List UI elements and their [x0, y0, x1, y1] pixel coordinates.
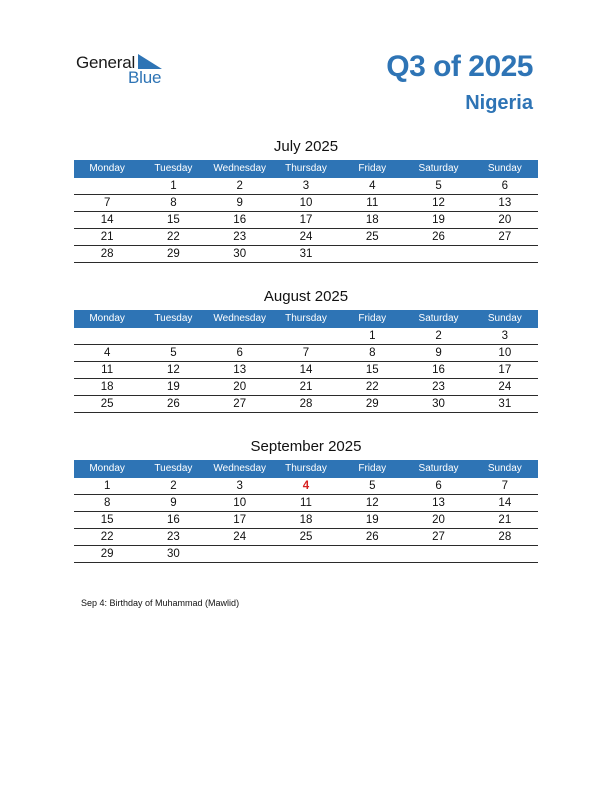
weekday-label: Friday	[358, 313, 387, 324]
weekday-label: Wednesday	[213, 163, 267, 174]
day-cell: 9	[435, 347, 442, 359]
day-cell: 15	[167, 214, 180, 226]
day-cell: 10	[299, 197, 313, 209]
week-row	[74, 478, 538, 495]
day-cell: 29	[365, 398, 379, 410]
day-cell: 19	[167, 381, 180, 393]
day-cell: 16	[167, 514, 180, 526]
day-cell: 3	[501, 330, 509, 342]
day-cell: 2	[236, 180, 243, 192]
logo-word-general: General	[76, 53, 136, 72]
day-cell: 15	[100, 514, 114, 526]
country-name: Nigeria	[465, 92, 533, 114]
day-cell: 3	[236, 480, 243, 492]
day-cell: 27	[498, 231, 512, 243]
day-cell: 6	[501, 180, 509, 192]
day-cell: 30	[167, 548, 180, 560]
day-cell: 19	[432, 214, 445, 226]
day-cell: 12	[432, 197, 445, 209]
day-cell: 2	[435, 330, 442, 342]
week-row	[74, 178, 538, 195]
day-cell: 12	[365, 497, 379, 509]
weekday-header	[74, 310, 538, 328]
day-cell: 1	[170, 180, 177, 192]
empty-cell	[472, 246, 538, 262]
day-cell: 9	[170, 497, 177, 509]
day-cell: 16	[233, 214, 247, 226]
week-row	[74, 512, 538, 529]
week-row	[74, 362, 538, 379]
day-cell: 27	[233, 398, 247, 410]
day-cell: 7	[302, 347, 310, 359]
day-cell: 10	[233, 497, 247, 509]
day-cell: 20	[498, 214, 512, 226]
day-cell: 13	[432, 497, 445, 509]
day-cell: 21	[100, 231, 114, 243]
week-row	[74, 246, 538, 263]
day-cell: 17	[498, 364, 512, 376]
day-cell: 24	[498, 381, 512, 393]
empty-cell	[207, 546, 273, 562]
day-cell: 16	[432, 364, 445, 376]
week-row	[74, 529, 538, 546]
weekday-label: Tuesday	[154, 163, 193, 174]
day-cell: 25	[100, 398, 114, 410]
day-cell: 28	[100, 248, 114, 260]
empty-cell	[405, 546, 471, 562]
logo-flag-icon	[138, 54, 162, 69]
day-cell: 11	[366, 197, 379, 209]
day-cell: 27	[432, 531, 445, 543]
weekday-label: Thursday	[285, 163, 327, 174]
day-cell: 21	[299, 381, 313, 393]
day-cell: 14	[498, 497, 512, 509]
day-cell: 26	[365, 531, 379, 543]
day-cell: 10	[498, 347, 512, 359]
day-cell: 17	[233, 514, 247, 526]
empty-cell	[207, 328, 273, 344]
day-cell: 20	[432, 514, 445, 526]
day-cell: 24	[299, 231, 313, 243]
day-cell: 17	[299, 214, 313, 226]
day-cell: 6	[435, 480, 442, 492]
day-cell: 28	[498, 531, 512, 543]
day-cell: 11	[101, 364, 114, 376]
weekday-label: Monday	[89, 463, 125, 474]
empty-cell	[273, 546, 339, 562]
weekday-label: Thursday	[285, 313, 327, 324]
day-cell: 7	[103, 197, 111, 209]
day-cell: 15	[365, 364, 379, 376]
weeks	[74, 178, 538, 263]
day-cell: 5	[369, 480, 376, 492]
day-cell: 13	[233, 364, 247, 376]
day-cell: 26	[432, 231, 445, 243]
day-cell: 8	[369, 347, 376, 359]
weekday-label: Tuesday	[154, 463, 193, 474]
day-cell: 7	[501, 480, 509, 492]
day-cell: 13	[498, 197, 512, 209]
weekday-header	[74, 460, 538, 478]
empty-cell	[140, 328, 206, 344]
weekday-label: Saturday	[418, 163, 459, 174]
day-cell: 5	[435, 180, 442, 192]
day-cell: 24	[233, 531, 247, 543]
empty-cell	[472, 546, 538, 562]
day-cell: 25	[365, 231, 379, 243]
weekday-label: Sunday	[487, 463, 522, 474]
weekday-label: Thursday	[285, 463, 327, 474]
day-cell: 18	[299, 514, 313, 526]
empty-cell	[339, 246, 405, 262]
weekday-label: Friday	[358, 163, 387, 174]
week-row	[74, 328, 538, 345]
day-cell: 4	[369, 180, 376, 192]
day-cell: 22	[365, 381, 379, 393]
day-cell: 8	[170, 197, 177, 209]
day-cell: 19	[365, 514, 379, 526]
day-cell: 12	[167, 364, 180, 376]
day-cell: 18	[100, 381, 114, 393]
day-cell: 20	[233, 381, 247, 393]
empty-cell	[273, 328, 339, 344]
week-row	[74, 345, 538, 362]
week-row	[74, 546, 538, 563]
weeks	[74, 478, 538, 563]
day-cell: 29	[100, 548, 114, 560]
month-title: September 2025	[250, 438, 362, 455]
week-row	[74, 495, 538, 512]
day-cell: 4	[103, 347, 111, 359]
day-cell: 26	[167, 398, 180, 410]
day-cell: 5	[170, 347, 177, 359]
day-cell: 14	[299, 364, 313, 376]
weekday-label: Friday	[358, 463, 387, 474]
month-august	[74, 287, 538, 413]
day-cell: 8	[103, 497, 111, 509]
month-july	[74, 137, 538, 263]
week-row	[74, 229, 538, 246]
day-cell: 1	[369, 330, 376, 342]
day-cell: 25	[299, 531, 313, 543]
weekday-label: Saturday	[418, 463, 459, 474]
month-title: July 2025	[273, 138, 339, 155]
day-cell: 1	[103, 480, 111, 492]
day-cell: 28	[299, 398, 313, 410]
weekday-label: Wednesday	[213, 463, 267, 474]
day-cell: 22	[100, 531, 114, 543]
day-cell: 23	[432, 381, 445, 393]
empty-cell	[339, 546, 405, 562]
day-cell: 9	[236, 197, 243, 209]
weekday-label: Wednesday	[213, 313, 267, 324]
day-cell: 30	[432, 398, 445, 410]
logo-word-blue: Blue	[128, 68, 162, 87]
day-cell: 22	[167, 231, 180, 243]
holiday-day-cell: 4	[302, 480, 310, 492]
month-title: August 2025	[263, 288, 349, 305]
weekday-header	[74, 160, 538, 178]
day-cell: 31	[498, 398, 512, 410]
day-cell: 14	[100, 214, 114, 226]
day-cell: 3	[302, 180, 310, 192]
day-cell: 23	[167, 531, 180, 543]
month-september	[74, 437, 538, 563]
weekday-label: Sunday	[487, 313, 522, 324]
day-cell: 11	[300, 497, 312, 509]
day-cell: 21	[498, 514, 512, 526]
day-cell: 31	[299, 248, 313, 260]
week-row	[74, 212, 538, 229]
week-row	[74, 195, 538, 212]
day-cell: 30	[233, 248, 247, 260]
week-row	[74, 379, 538, 396]
weekday-label: Monday	[89, 313, 125, 324]
empty-cell	[74, 178, 140, 194]
day-cell: 29	[167, 248, 180, 260]
holiday-note: Sep 4: Birthday of Muhammad (Mawlid)	[81, 598, 240, 608]
week-row	[74, 396, 538, 413]
generalblue-logo	[76, 53, 186, 93]
weekday-label: Saturday	[418, 313, 459, 324]
day-cell: 23	[233, 231, 247, 243]
page-title: Q3 of 2025	[386, 50, 533, 83]
day-cell: 6	[236, 347, 243, 359]
day-cell: 2	[170, 480, 177, 492]
weeks	[74, 328, 538, 413]
empty-cell	[405, 246, 471, 262]
weekday-label: Monday	[89, 163, 125, 174]
weekday-label: Tuesday	[154, 313, 193, 324]
day-cell: 18	[365, 214, 379, 226]
weekday-label: Sunday	[487, 163, 522, 174]
empty-cell	[74, 328, 140, 344]
